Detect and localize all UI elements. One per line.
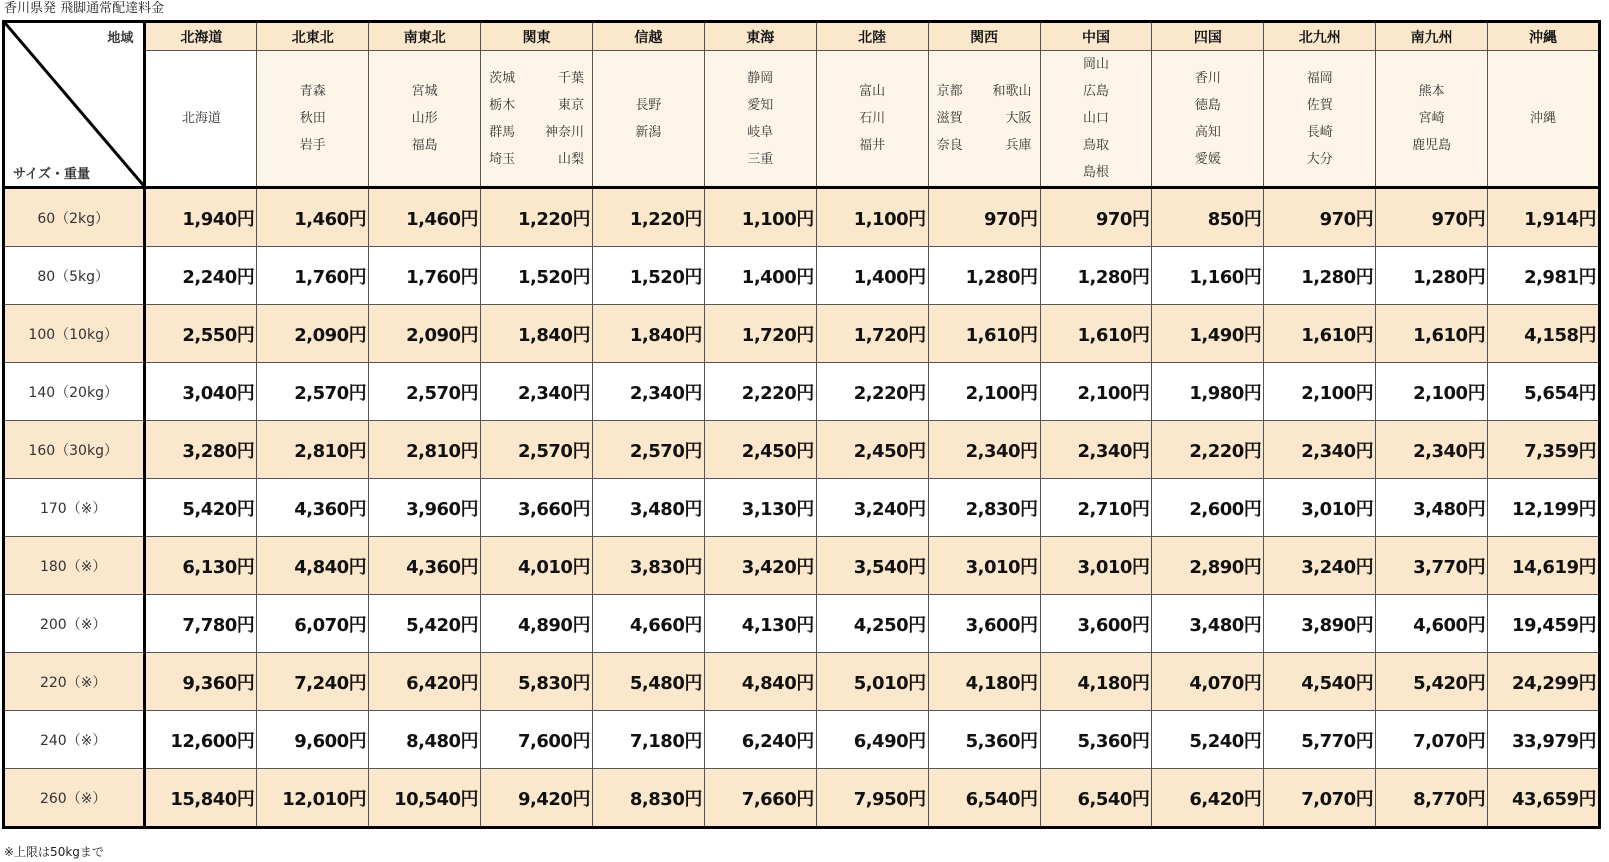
price-cell: 6,540円 [1040,769,1152,828]
prefecture-name: 三重 [747,151,774,167]
prefecture-cell [1488,51,1600,188]
price-cell: 9,420円 [481,769,593,828]
diagonal-line [5,23,144,186]
price-cell: 14,619円 [1488,537,1600,595]
price-cell: 1,914円 [1488,188,1600,247]
prefecture-name: 福井 [859,138,886,153]
price-cell: 5,360円 [1040,711,1152,769]
price-cell: 2,240円 [145,247,257,305]
price-row [4,595,1600,653]
prefecture-name: 鳥取 [1082,138,1109,153]
price-cell: 2,570円 [592,421,704,479]
prefecture-name: 宮崎 [1418,111,1445,126]
price-cell: 2,340円 [1040,421,1152,479]
price-cell: 4,600円 [1376,595,1488,653]
size-weight-cell: 180（※） [4,537,145,595]
price-cell: 1,610円 [1040,305,1152,363]
prefecture-name: 群馬 [489,124,516,140]
price-cell: 3,830円 [592,537,704,595]
price-cell: 970円 [928,188,1040,247]
price-cell: 4,360円 [369,537,481,595]
price-cell: 9,360円 [145,653,257,711]
size-weight-cell: 170（※） [4,479,145,537]
price-cell: 1,400円 [704,247,816,305]
prefecture-name: 東京 [557,97,584,113]
price-cell: 7,780円 [145,595,257,653]
price-cell: 2,090円 [257,305,369,363]
price-cell: 2,100円 [1040,363,1152,421]
prefecture-name: 徳島 [1194,97,1221,113]
prefecture-name: 千葉 [557,70,584,86]
prefecture-cell [145,51,257,188]
price-cell: 2,830円 [928,479,1040,537]
price-cell: 3,660円 [481,479,593,537]
region-header: 東海 [704,22,816,51]
price-cell: 9,600円 [257,711,369,769]
price-cell: 6,490円 [816,711,928,769]
prefecture-name: 大分 [1306,151,1333,167]
prefecture-name: 富山 [859,84,886,99]
prefecture-cell [481,51,593,188]
prefecture-name: 高知 [1194,124,1221,140]
price-cell: 4,180円 [1040,653,1152,711]
prefecture-cell [816,51,928,188]
prefecture-name: 島根 [1082,165,1109,180]
price-cell: 1,840円 [592,305,704,363]
price-cell: 5,654円 [1488,363,1600,421]
prefecture-name: 岐阜 [747,124,774,140]
price-cell: 2,890円 [1152,537,1264,595]
price-cell: 8,770円 [1376,769,1488,828]
prefecture-name: 福岡 [1306,70,1333,86]
price-cell: 1,610円 [1376,305,1488,363]
size-weight-cell: 140（20kg） [4,363,145,421]
price-cell: 1,220円 [481,188,593,247]
size-weight-cell: 220（※） [4,653,145,711]
prefecture-pair [481,65,592,92]
prefecture-name: 兵庫 [1005,138,1032,153]
price-cell: 2,570円 [481,421,593,479]
price-cell: 1,280円 [1264,247,1376,305]
price-cell: 7,660円 [704,769,816,828]
price-cell: 5,240円 [1152,711,1264,769]
price-cell: 19,459円 [1488,595,1600,653]
price-cell: 7,950円 [816,769,928,828]
price-cell: 1,610円 [1264,305,1376,363]
price-cell: 15,840円 [145,769,257,828]
prefecture-cell [1264,51,1376,188]
prefecture-name: 岡山 [1082,57,1109,72]
prefecture-row [4,51,1600,188]
price-cell: 2,220円 [816,363,928,421]
price-cell: 2,100円 [928,363,1040,421]
price-cell: 4,840円 [704,653,816,711]
price-cell: 2,090円 [369,305,481,363]
price-cell: 1,160円 [1152,247,1264,305]
price-cell: 1,280円 [1376,247,1488,305]
prefecture-cell [257,51,369,188]
price-cell: 6,420円 [1152,769,1264,828]
price-cell: 2,100円 [1264,363,1376,421]
price-cell: 3,130円 [704,479,816,537]
rate-table [2,20,1601,829]
price-row [4,537,1600,595]
price-cell: 970円 [1040,188,1152,247]
region-header: 四国 [1152,22,1264,51]
price-row [4,711,1600,769]
price-cell: 6,070円 [257,595,369,653]
prefecture-name: 熊本 [1418,84,1445,99]
price-cell: 1,760円 [369,247,481,305]
prefecture-name: 鹿児島 [1412,138,1452,153]
region-header: 信越 [592,22,704,51]
price-cell: 5,360円 [928,711,1040,769]
price-cell: 1,490円 [1152,305,1264,363]
prefecture-name: 大阪 [1005,111,1032,126]
price-cell: 3,480円 [1376,479,1488,537]
prefecture-name: 京都 [936,84,963,99]
price-cell: 3,480円 [1152,595,1264,653]
size-weight-cell: 260（※） [4,769,145,828]
price-cell: 4,840円 [257,537,369,595]
price-cell: 4,250円 [816,595,928,653]
price-cell: 3,540円 [816,537,928,595]
price-cell: 1,100円 [704,188,816,247]
prefecture-name: 佐賀 [1306,97,1333,113]
region-header: 関東 [481,22,593,51]
price-cell: 1,100円 [816,188,928,247]
price-cell: 1,720円 [816,305,928,363]
prefecture-cell [704,51,816,188]
region-header: 中国 [1040,22,1152,51]
price-row [4,363,1600,421]
prefecture-name: 新潟 [635,124,662,140]
price-cell: 4,070円 [1152,653,1264,711]
prefecture-cell [369,51,481,188]
price-cell: 3,600円 [928,595,1040,653]
prefecture-pair [929,132,1040,159]
prefecture-name: 静岡 [747,70,774,86]
prefecture-name: 石川 [859,111,886,126]
prefecture-pair [481,119,592,146]
price-cell: 2,340円 [592,363,704,421]
corner-cell [4,22,145,188]
prefecture-name: 秋田 [299,111,326,126]
prefecture-pair [481,92,592,119]
price-cell: 2,100円 [1376,363,1488,421]
price-cell: 6,540円 [928,769,1040,828]
region-header: 沖縄 [1488,22,1600,51]
price-cell: 33,979円 [1488,711,1600,769]
size-weight-cell: 160（30kg） [4,421,145,479]
price-cell: 10,540円 [369,769,481,828]
price-cell: 2,710円 [1040,479,1152,537]
prefecture-name: 宮城 [411,84,438,99]
region-header-row [4,22,1600,51]
price-cell: 3,890円 [1264,595,1376,653]
prefecture-name: 広島 [1082,84,1109,99]
price-cell: 1,460円 [369,188,481,247]
price-cell: 4,010円 [481,537,593,595]
price-cell: 2,220円 [1152,421,1264,479]
price-row [4,247,1600,305]
region-header: 南東北 [369,22,481,51]
prefecture-name: 沖縄 [1530,111,1557,126]
prefecture-name: 山口 [1082,111,1109,126]
prefecture-name: 岩手 [299,138,326,153]
price-cell: 4,540円 [1264,653,1376,711]
prefecture-name: 長崎 [1306,124,1333,140]
prefecture-name: 和歌山 [992,84,1032,99]
price-cell: 4,890円 [481,595,593,653]
prefecture-name: 神奈川 [544,124,584,140]
region-header: 北海道 [145,22,257,51]
prefecture-name: 愛媛 [1194,151,1221,167]
price-cell: 1,220円 [592,188,704,247]
footnote: ※上限は50kgまで [4,845,104,859]
price-cell: 3,280円 [145,421,257,479]
price-cell: 12,199円 [1488,479,1600,537]
size-weight-cell: 240（※） [4,711,145,769]
price-cell: 3,240円 [816,479,928,537]
price-cell: 2,810円 [369,421,481,479]
price-cell: 3,010円 [1264,479,1376,537]
price-cell: 7,240円 [257,653,369,711]
price-cell: 3,240円 [1264,537,1376,595]
price-cell: 3,480円 [592,479,704,537]
prefecture-name: 滋賀 [936,111,963,126]
price-cell: 8,830円 [592,769,704,828]
prefecture-name: 茨城 [489,70,516,86]
price-cell: 1,760円 [257,247,369,305]
price-cell: 4,130円 [704,595,816,653]
price-cell: 2,810円 [257,421,369,479]
price-cell: 7,600円 [481,711,593,769]
price-cell: 43,659円 [1488,769,1600,828]
price-cell: 3,010円 [1040,537,1152,595]
price-cell: 2,340円 [928,421,1040,479]
price-cell: 3,040円 [145,363,257,421]
corner-region-label: 地域 [107,31,134,46]
page-title: 香川県発 飛脚通常配達料金 [4,1,165,16]
price-cell: 2,340円 [1376,421,1488,479]
price-cell: 4,660円 [592,595,704,653]
price-cell: 1,280円 [1040,247,1152,305]
region-header: 北九州 [1264,22,1376,51]
prefecture-cell [928,51,1040,188]
prefecture-cell [1376,51,1488,188]
price-cell: 5,420円 [1376,653,1488,711]
corner-size-label: サイズ・重量 [13,167,90,182]
price-cell: 7,070円 [1376,711,1488,769]
price-cell: 2,570円 [369,363,481,421]
size-weight-cell: 80（5kg） [4,247,145,305]
price-cell: 3,420円 [704,537,816,595]
prefecture-cell [592,51,704,188]
price-cell: 6,420円 [369,653,481,711]
price-row [4,653,1600,711]
price-cell: 3,600円 [1040,595,1152,653]
prefecture-name: 山梨 [557,151,584,167]
price-cell: 2,570円 [257,363,369,421]
price-cell: 5,830円 [481,653,593,711]
prefecture-name: 埼玉 [489,151,516,167]
price-cell: 3,010円 [928,537,1040,595]
prefecture-cell [1152,51,1264,188]
price-cell: 24,299円 [1488,653,1600,711]
price-cell: 7,070円 [1264,769,1376,828]
prefecture-cell [1040,51,1152,188]
price-cell: 2,600円 [1152,479,1264,537]
price-cell: 5,010円 [816,653,928,711]
price-cell: 12,010円 [257,769,369,828]
price-row [4,305,1600,363]
price-cell: 3,960円 [369,479,481,537]
price-cell: 970円 [1376,188,1488,247]
price-cell: 6,130円 [145,537,257,595]
size-weight-cell: 60（2kg） [4,188,145,247]
price-cell: 6,240円 [704,711,816,769]
price-cell: 1,400円 [816,247,928,305]
price-cell: 2,981円 [1488,247,1600,305]
prefecture-name: 香川 [1194,70,1221,86]
prefecture-pair [929,105,1040,132]
price-cell: 1,280円 [928,247,1040,305]
price-cell: 4,180円 [928,653,1040,711]
region-header: 北東北 [257,22,369,51]
price-cell: 8,480円 [369,711,481,769]
price-cell: 1,520円 [481,247,593,305]
price-row [4,769,1600,828]
region-header: 関西 [928,22,1040,51]
price-cell: 1,520円 [592,247,704,305]
prefecture-name: 愛知 [747,97,774,113]
price-row [4,421,1600,479]
price-cell: 12,600円 [145,711,257,769]
price-cell: 1,720円 [704,305,816,363]
price-cell: 5,420円 [145,479,257,537]
price-cell: 970円 [1264,188,1376,247]
prefecture-name: 福島 [411,138,438,153]
price-cell: 2,550円 [145,305,257,363]
prefecture-name: 奈良 [936,138,963,153]
price-cell: 1,980円 [1152,363,1264,421]
price-cell: 7,359円 [1488,421,1600,479]
price-cell: 5,770円 [1264,711,1376,769]
prefecture-name: 青森 [299,84,326,99]
price-cell: 2,220円 [704,363,816,421]
price-cell: 5,480円 [592,653,704,711]
region-header: 北陸 [816,22,928,51]
prefecture-name: 北海道 [181,111,221,126]
price-row [4,479,1600,537]
prefecture-name: 山形 [411,111,438,126]
size-weight-cell: 100（10kg） [4,305,145,363]
prefecture-pair [929,78,1040,105]
price-cell: 1,460円 [257,188,369,247]
price-cell: 1,840円 [481,305,593,363]
price-row [4,188,1600,247]
price-cell: 2,340円 [1264,421,1376,479]
price-cell: 1,610円 [928,305,1040,363]
price-cell: 4,360円 [257,479,369,537]
price-cell: 2,450円 [704,421,816,479]
prefecture-name: 栃木 [489,97,516,113]
price-cell: 5,420円 [369,595,481,653]
price-cell: 2,450円 [816,421,928,479]
price-cell: 3,770円 [1376,537,1488,595]
price-cell: 850円 [1152,188,1264,247]
size-weight-cell: 200（※） [4,595,145,653]
price-cell: 4,158円 [1488,305,1600,363]
price-cell: 7,180円 [592,711,704,769]
region-header: 南九州 [1376,22,1488,51]
prefecture-pair [481,146,592,173]
price-cell: 1,940円 [145,188,257,247]
price-cell: 2,340円 [481,363,593,421]
prefecture-name: 長野 [635,97,662,113]
